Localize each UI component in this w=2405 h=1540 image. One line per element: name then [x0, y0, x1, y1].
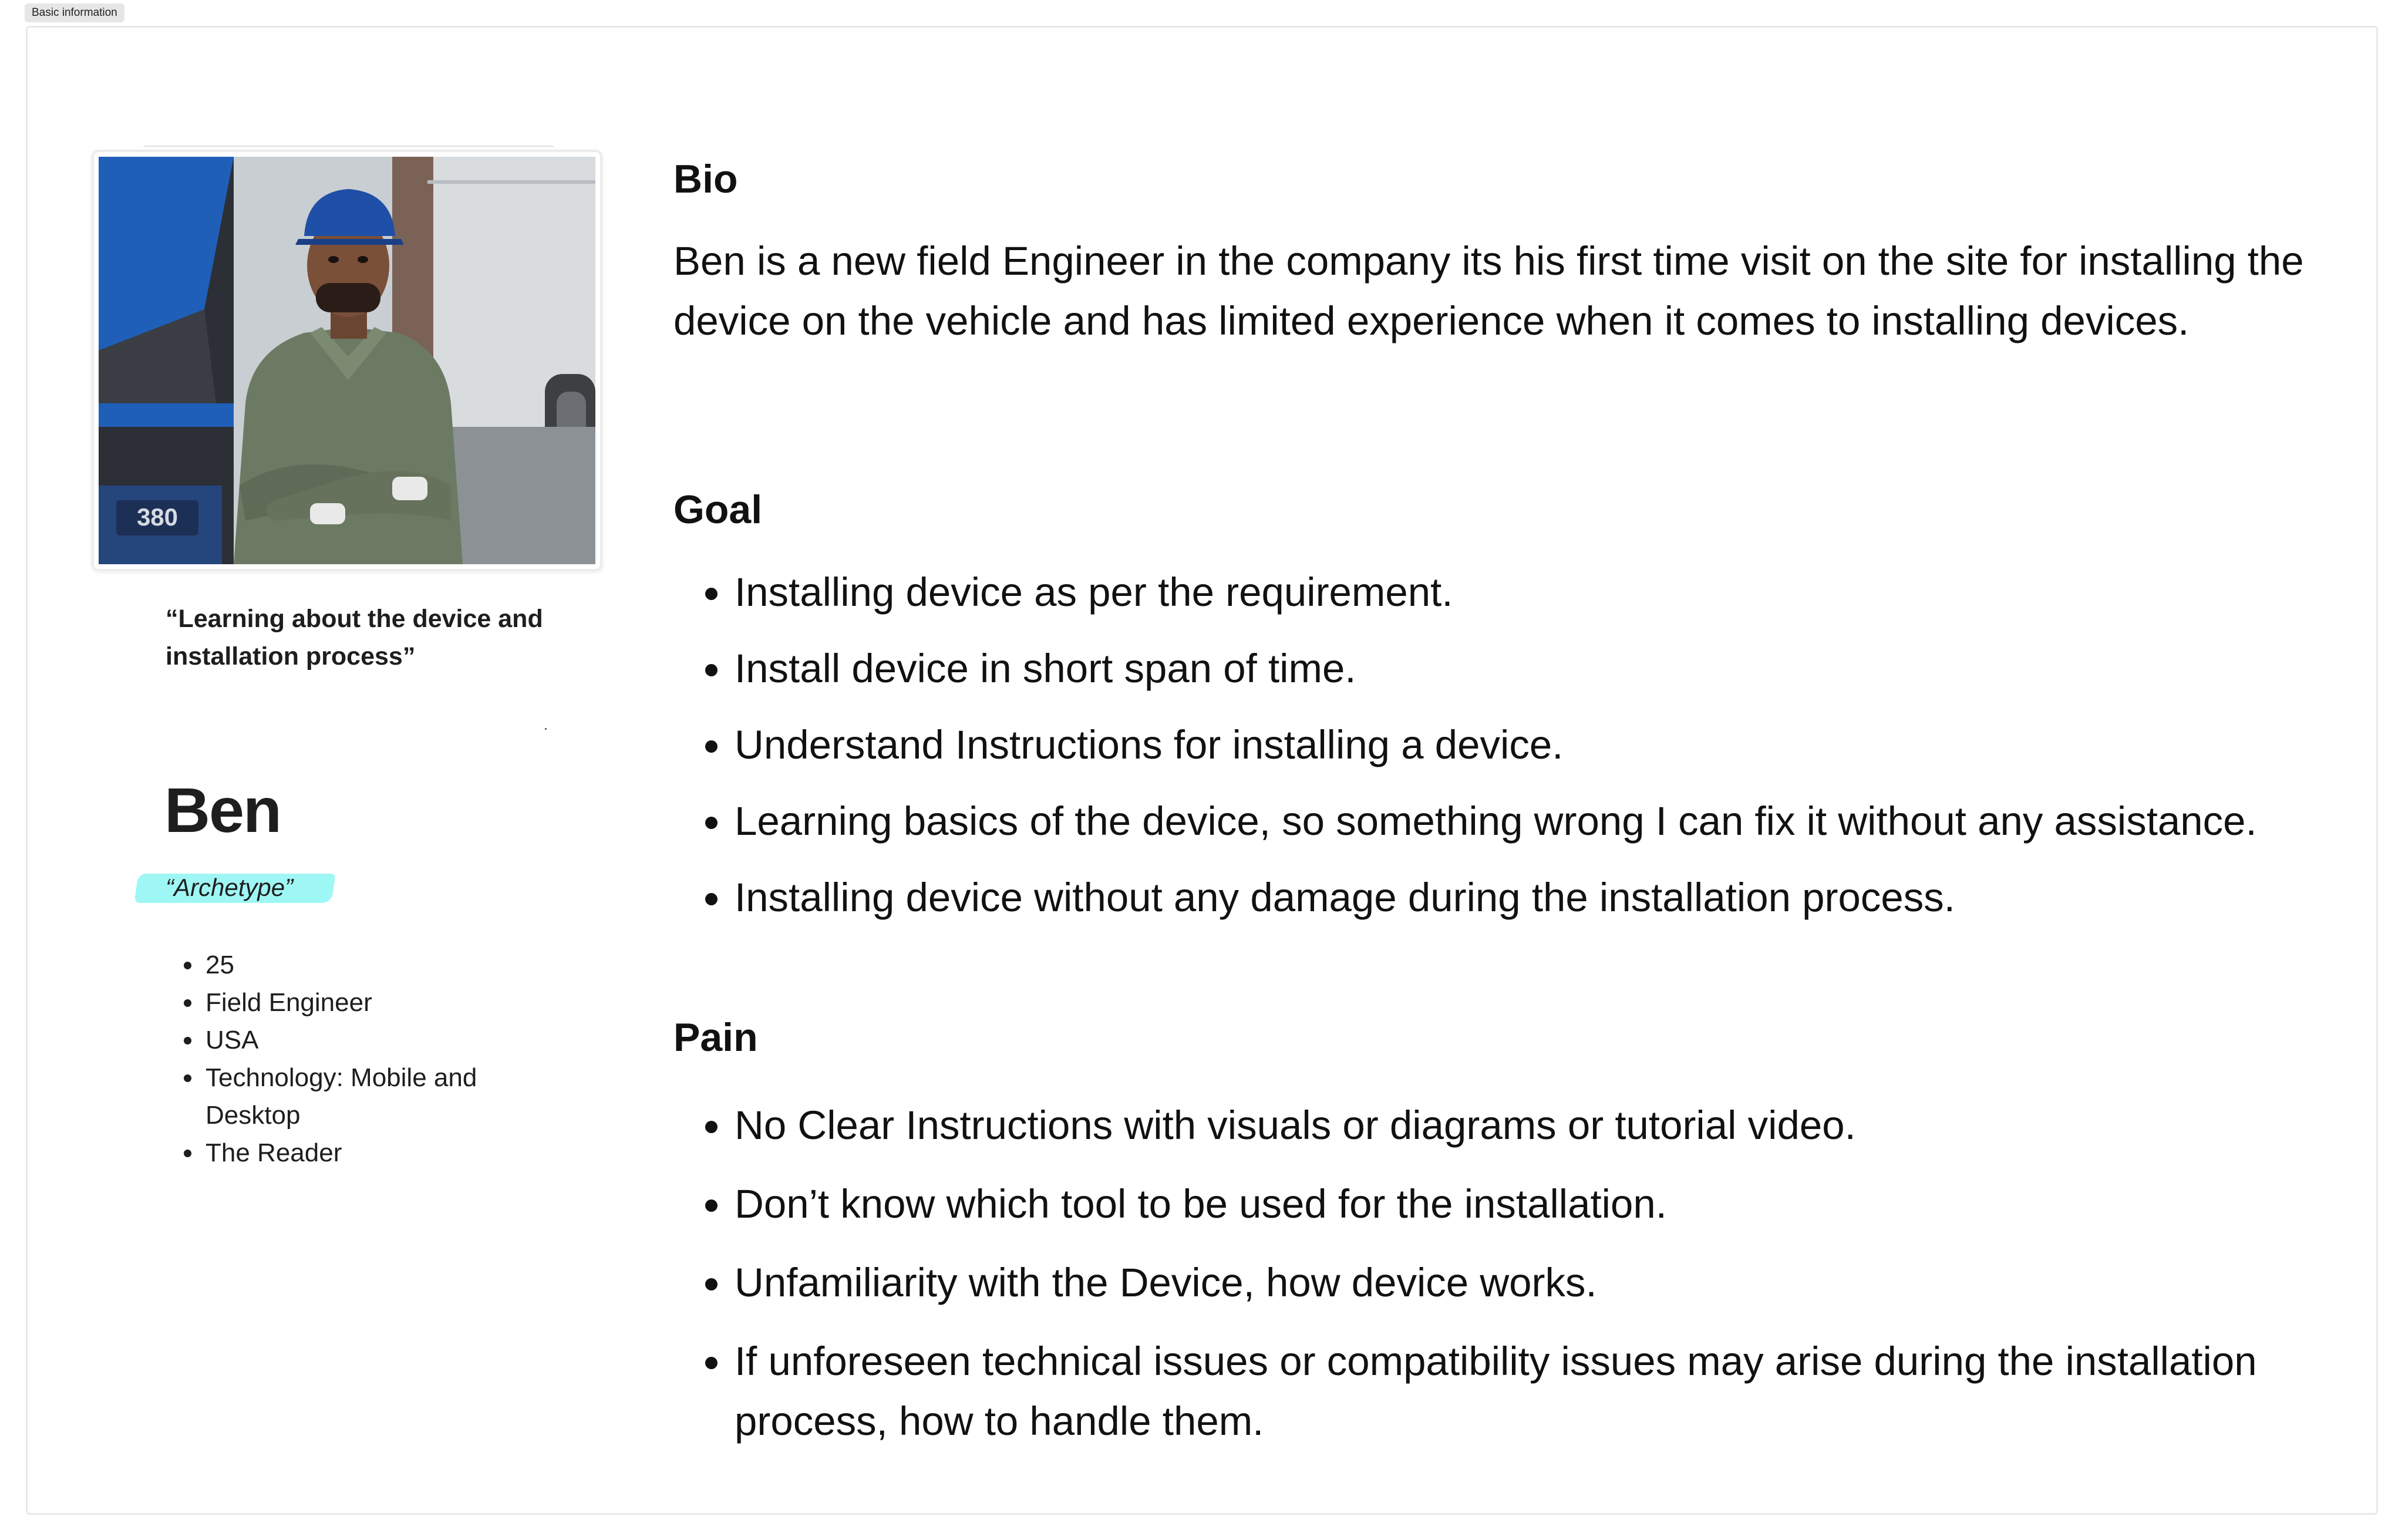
pain-heading: Pain: [673, 1015, 758, 1060]
attribute-location: • USA: [203, 1022, 555, 1059]
attribute-age: • 25: [203, 946, 555, 984]
attribute-role: • Field Engineer: [203, 984, 555, 1022]
goal-list: [673, 562, 2377, 944]
pain-item: • Unfamiliarity with the Device, how device works.: [733, 1253, 2377, 1313]
pain-item: • If unforeseen technical issues or compatibility issues may arise during the installation process, how to handle them.: [733, 1332, 2377, 1451]
goal-item: • Learning basics of the device, so something wrong I can fix it without any assistance.: [733, 791, 2377, 851]
goal-heading: Goal: [673, 487, 763, 532]
persona-attributes: [169, 946, 555, 1172]
bio-heading: Bio: [673, 157, 738, 201]
stray-dot: [545, 728, 547, 730]
pain-item: • No Clear Instructions with visuals or diagrams or tutorial video.: [733, 1096, 2377, 1155]
pain-list: [673, 1096, 2377, 1470]
goal-item: • Install device in short span of time.: [733, 639, 2377, 699]
truck-plate-text: 380: [136, 503, 178, 531]
pain-item: • Don’t know which tool to be used for the installation.: [733, 1174, 2377, 1234]
frame-label[interactable]: Basic information: [25, 4, 124, 22]
persona-photo-card: [92, 150, 602, 571]
goal-item: • Installing device as per the requirement.: [733, 562, 2377, 622]
persona-photo: [99, 157, 595, 564]
attribute-type: • The Reader: [203, 1134, 555, 1172]
attribute-technology: • Technology: Mobile and Desktop: [203, 1059, 555, 1134]
goal-item: • Understand Instructions for installing a device.: [733, 715, 2377, 775]
persona-archetype: “Archetype”: [166, 874, 294, 901]
persona-quote: “Learning about the device and installation process”: [166, 605, 543, 670]
goal-item: • Installing device without any damage during the installation process.: [733, 868, 2377, 928]
persona-name: Ben: [164, 774, 281, 845]
bio-text: Ben is a new field Engineer in the company its his first time visit on the site for installing the device on the vehicle and has limited experience when it comes to installing devices.: [673, 238, 2304, 343]
field-engineer-photo-icon: [99, 157, 595, 564]
